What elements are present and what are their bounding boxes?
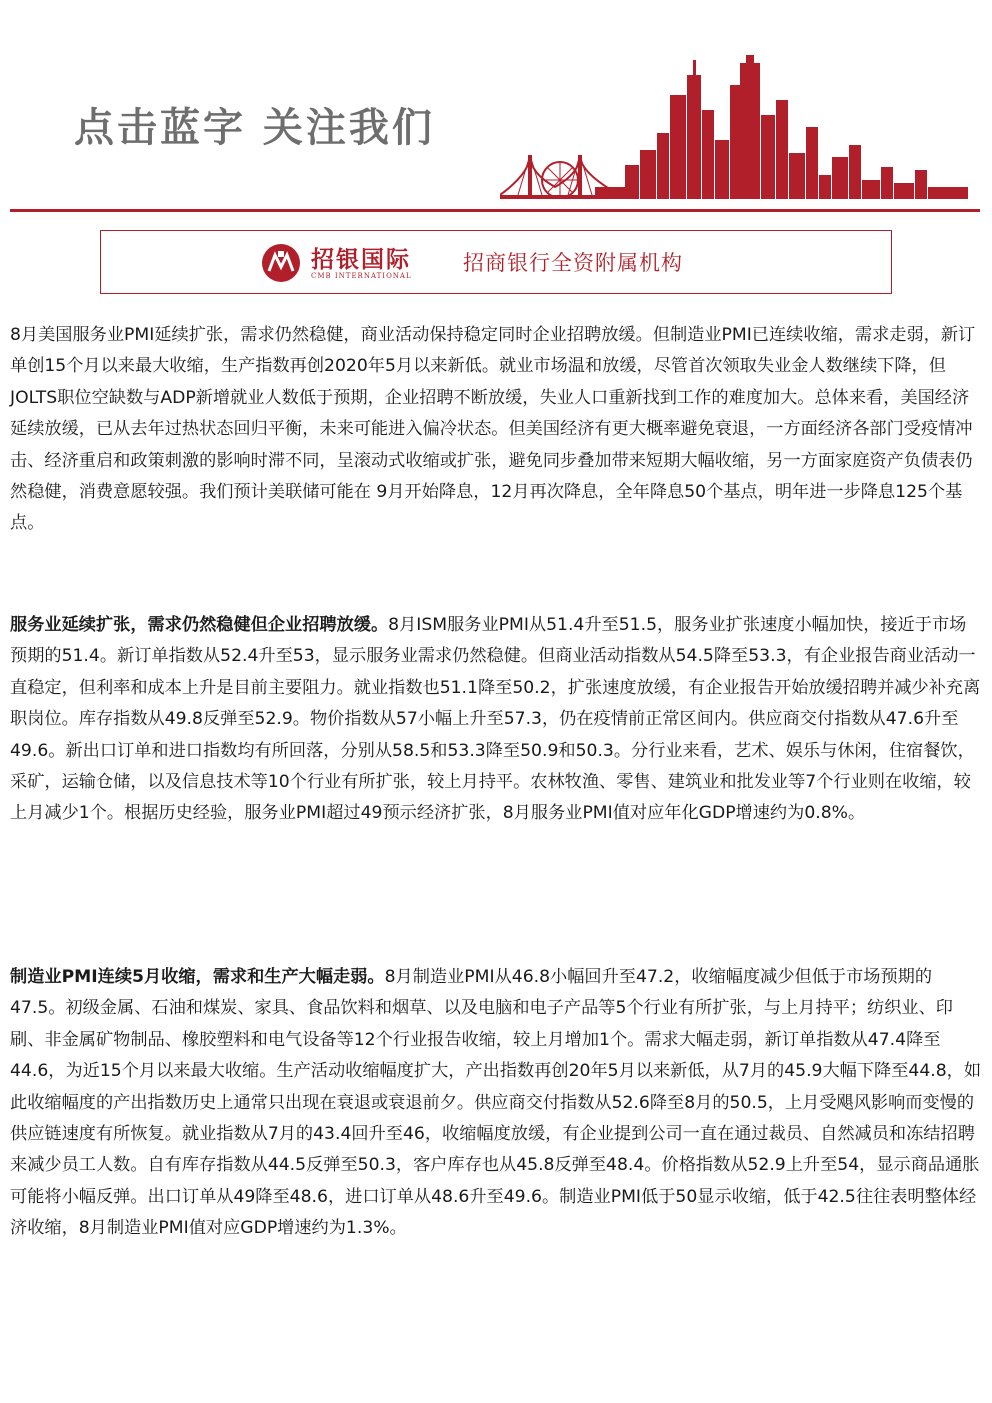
page-header [0,0,992,215]
services-lead: 服务业延续扩张，需求仍然稳健但企业招聘放缓。 [10,615,389,635]
city-skyline-illustration [500,55,980,215]
follow-us-title[interactable]: 点击蓝字 关注我们 [74,105,435,151]
intro-paragraph [10,320,982,540]
manufacturing-paragraph [10,962,982,1245]
intro-text: 8月美国服务业PMI延续扩张，需求仍然稳健，商业活动保持稳定同时企业招聘放缓。但制造业PMI已连续收缩，需求走弱，新订单创15个月以来最大收缩，生产指数再创2020年5月以来新低。就业市场温和放缓，尽管首次领取失业金人数继续下降，但JOLTS职位空缺数与ADP新增就业人数低于预期，企业招聘不断放缓，失业人口重新找到工作的难度加大。总体来看，美国经济延续放缓，已从去年过热状态回归平衡，未来可能进入偏冷状态。但美国经济有更大概率避免衰退，一方面经济各部门受疫情冲击、经济重启和政策刺激的影响时滞不同，呈滚动式收缩或扩张，避免同步叠加带来短期大幅收缩，另一方面家庭资产负债表仍然稳健，消费意愿较强。我们预计美联储可能在 9月开始降息，12月再次降息，全年降息50个基点，明年进一步降息125个基点。 [10,325,976,534]
brand-name-en: CMB INTERNATIONAL [311,272,412,280]
brand-name-cn: 招银国际 [311,247,411,273]
manufacturing-text: 8月制造业PMI从46.8小幅回升至47.2，收缩幅度减少但低于市场预期的47.5。初级金属、石油和煤炭、家具、食品饮料和烟草、以及电脑和电子产品等5个行业有所扩张，与上月持平；纺织业、印刷、非金属矿物制品、橡胶塑料和电气设备等12个行业报告收缩，较上月增加1个。需求大幅走弱，新订单指数从47.4降至44.6，为近15个月以来最大收缩。生产活动收缩幅度扩大，产出指数再创20年5月以来新低，从7月的45.9大幅下降至44.8，如此收缩幅度的产出指数历史上通常只出现在衰退或衰退前夕。供应商交付指数从52.6降至8月的50.5，上月受飓风影响而变慢的供应链速度有所恢复。就业指数从7月的43.4回升至46，收缩幅度放缓，有企业提到公司一直在通过裁员、自然减员和冻结招聘来减少员工人数。自有库存指数从44.5反弹至50.3，客户库存也从45.8反弹至48.4。价格指数从52.9上升至54，显示商品通胀可能将小幅反弹。出口订单从49降至48.6，进口订单从48.6升至49.6。制造业PMI低于50显示收缩，低于42.5往往表明整体经济收缩，8月制造业PMI值对应GDP增速约为1.3%。 [10,967,982,1239]
services-text: 8月ISM服务业PMI从51.4升至51.5，服务业扩张速度小幅加快，接近于市场预期的51.4。新订单指数从52.4升至53，显示服务业需求仍然稳健。但商业活动指数从54.5降至53.3，有企业报告商业活动一直稳定，但利率和成本上升是目前主要阻力。就业指数也51.1降至50.2，扩张速度放缓，有企业报告开始放缓招聘并减少补充离职岗位。库存指数从49.8反弹至52.9。物价指数从57小幅上升至57.3，仍在疫情前正常区间内。供应商交付指数从47.6升至49.6。新出口订单和进口指数均有所回落，分别从58.5和53.3降至50.9和50.3。分行业来看，艺术、娱乐与休闲，住宿餐饮，采矿，运输仓储，以及信息技术等10个行业有所扩张，较上月持平。农林牧渔、零售、建筑业和批发业等7个行业则在收缩，较上月减少1个。根据历史经验，服务业PMI超过49预示经济扩张，8月服务业PMI值对应年化GDP增速约为0.8%。 [10,615,981,824]
cmb-logo-icon [261,243,301,283]
brand-banner[interactable] [100,230,892,294]
header-divider [10,209,980,212]
manufacturing-lead: 制造业PMI连续5月收缩，需求和生产大幅走弱。 [10,967,385,987]
services-paragraph [10,610,982,830]
brand-tagline: 招商银行全资附属机构 [463,251,683,275]
